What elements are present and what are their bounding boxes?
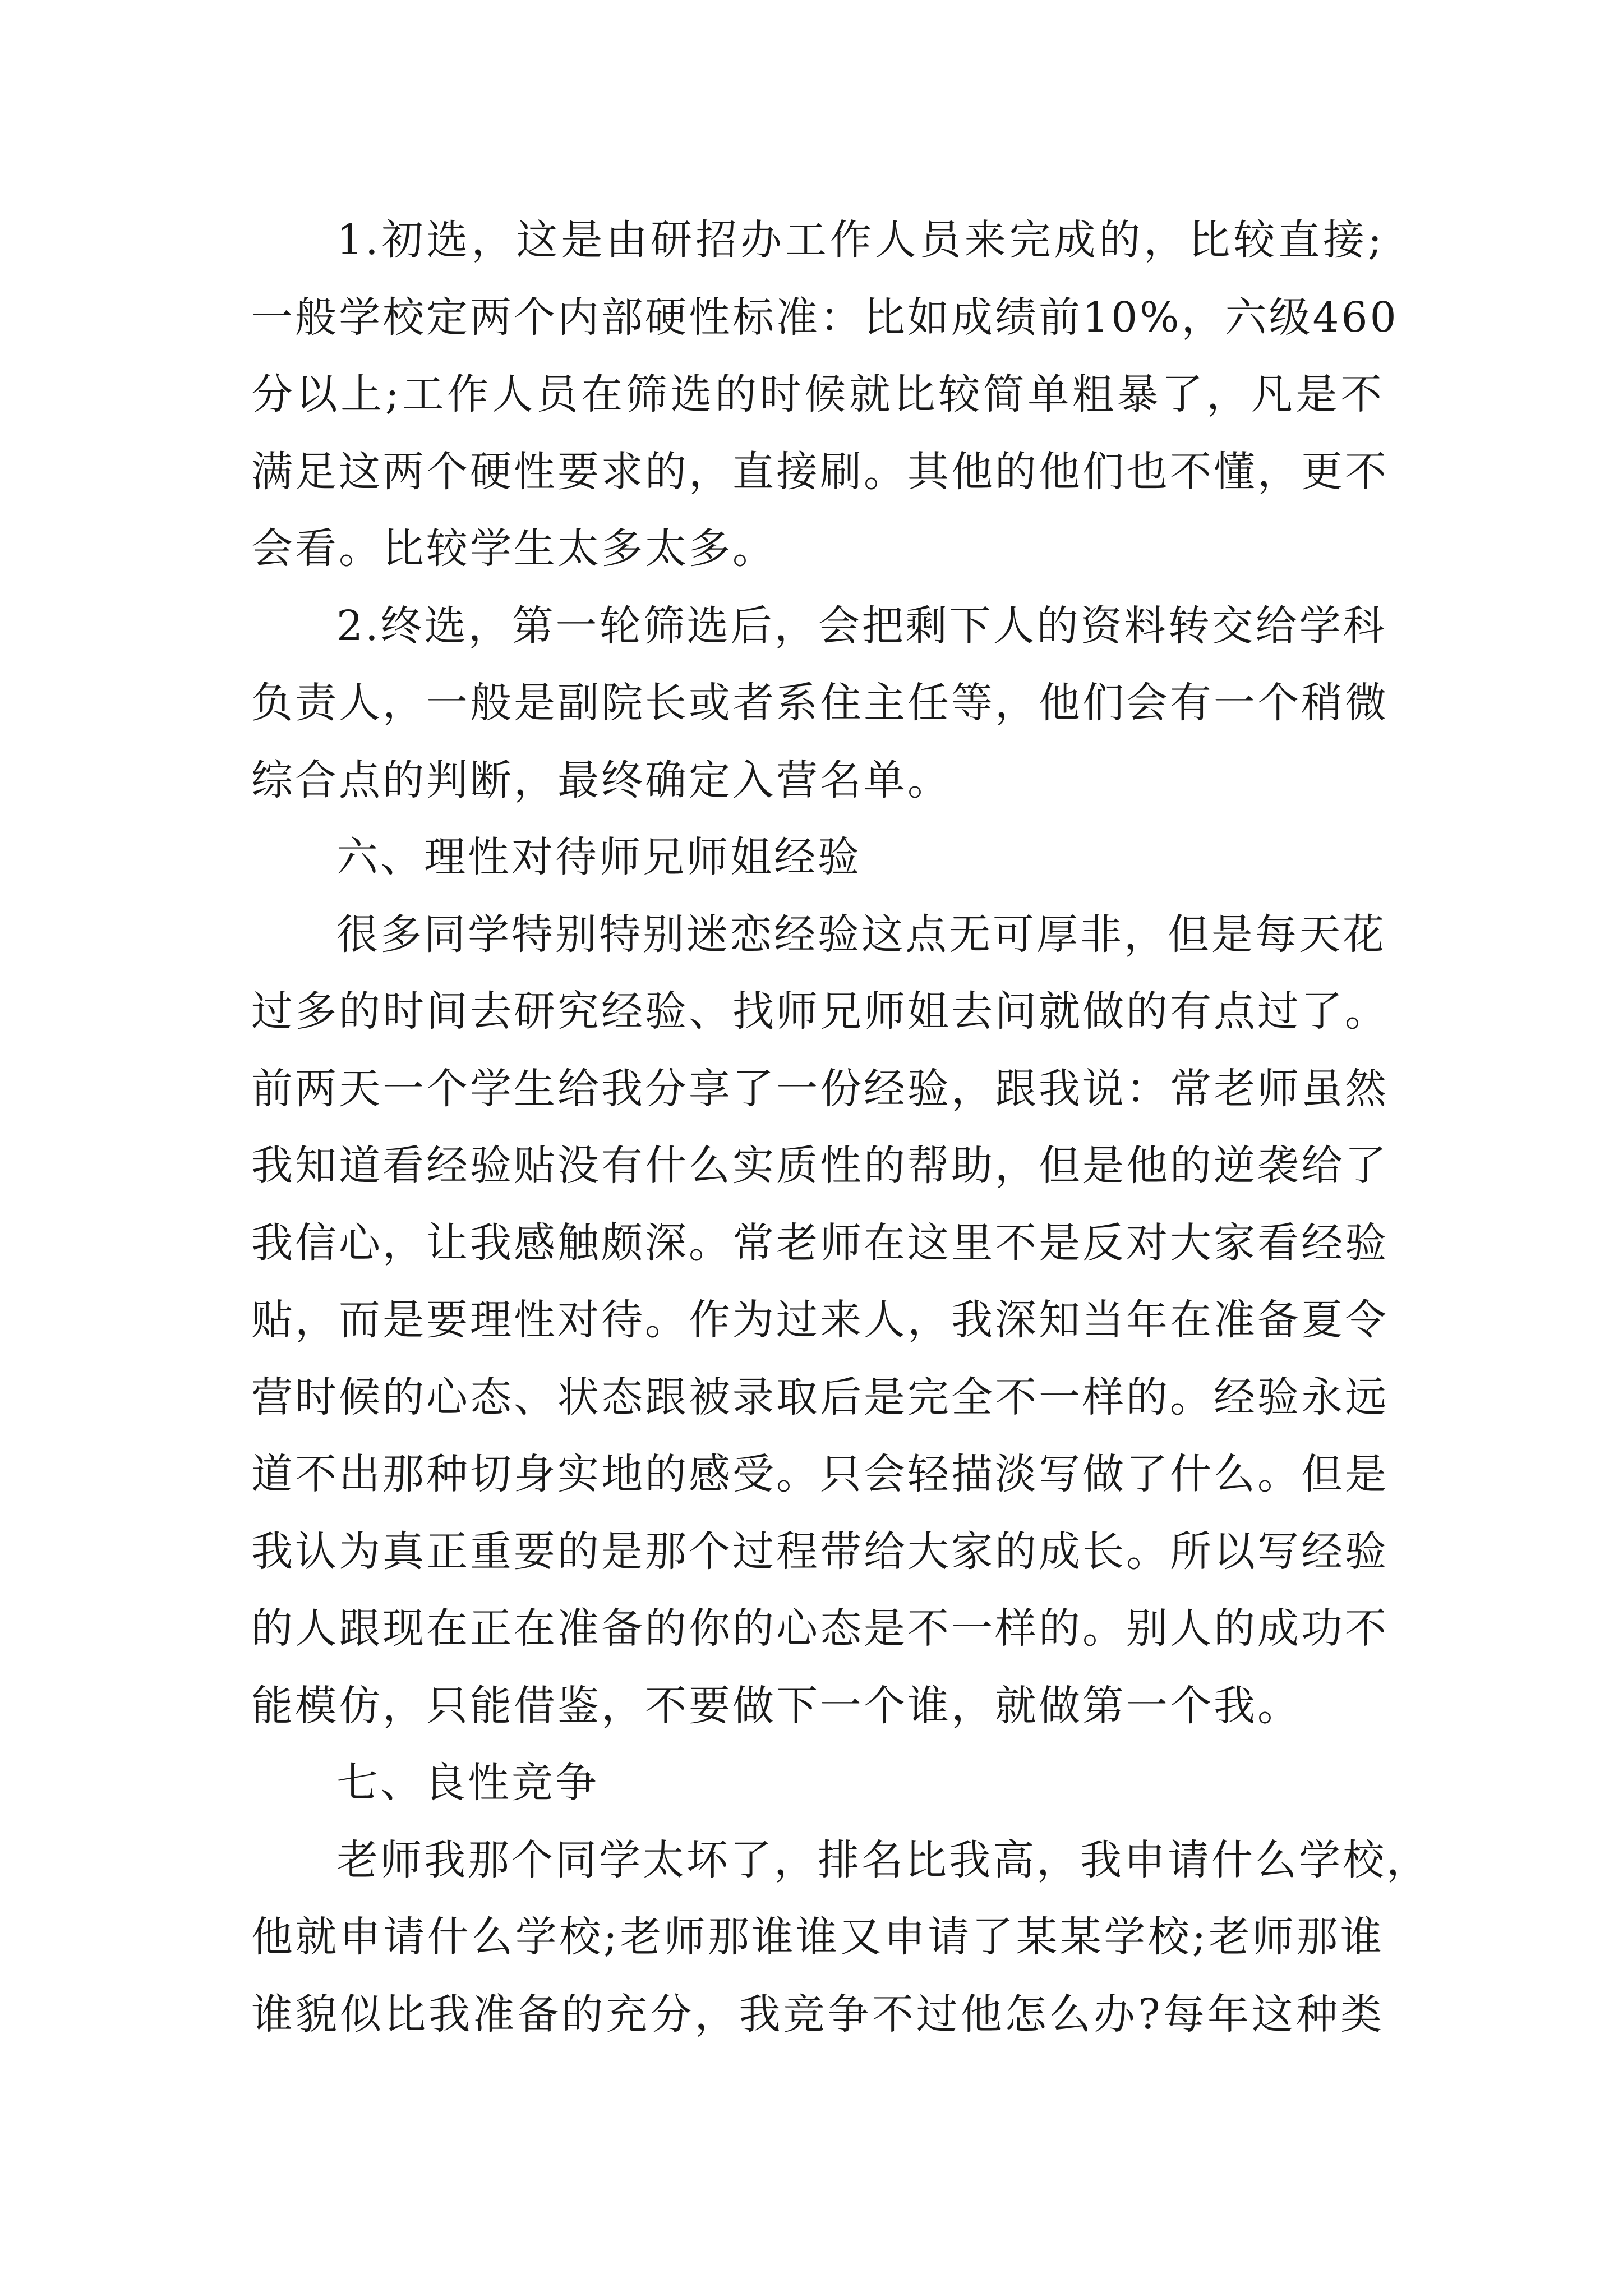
body-text xyxy=(251,202,1430,2053)
section-heading: 六、理性对待师兄师姐经验 xyxy=(336,833,861,881)
text-line: 能模仿，只能借鉴，不要做下一个谁，就做第一个我。 xyxy=(251,1681,1301,1730)
text-line: 很多同学特别特别迷恋经验这点无可厚非，但是每天花 xyxy=(336,910,1386,959)
text-line: 营时候的心态、状态跟被录取后是完全不一样的。经验永远 xyxy=(251,1373,1389,1421)
text-line: 2.终选，第一轮筛选后，会把剩下人的资料转交给学科 xyxy=(336,601,1387,650)
text-line: 我认为真正重要的是那个过程带给大家的成长。所以写经验 xyxy=(251,1527,1389,1576)
text-line: 综合点的判断，最终确定入营名单。 xyxy=(251,756,951,804)
section-heading: 七、良性竞争 xyxy=(336,1759,599,1807)
text-line: 我信心，让我感触颇深。常老师在这里不是反对大家看经验 xyxy=(251,1218,1389,1267)
text-line: 道不出那种切身实地的感受。只会轻描淡写做了什么。但是 xyxy=(251,1450,1389,1498)
text-line: 负责人，一般是副院长或者系住主任等，他们会有一个稍微 xyxy=(251,679,1389,727)
text-line: 老师我那个同学太坏了，排名比我高，我申请什么学校， xyxy=(336,1835,1430,1884)
text-line: 1.初选，这是由研招办工作人员来完成的，比较直接; xyxy=(336,216,1384,264)
text-line: 一般学校定两个内部硬性标准：比如成绩前10%，六级460 xyxy=(251,293,1399,342)
text-line: 我知道看经验贴没有什么实质性的帮助，但是他的逆袭给了 xyxy=(251,1142,1389,1190)
text-line: 谁貌似比我准备的充分，我竞争不过他怎么办?每年这种类 xyxy=(251,1990,1384,2039)
text-line: 分以上;工作人员在筛选的时候就比较简单粗暴了，凡是不 xyxy=(251,370,1384,418)
text-line: 满足这两个硬性要求的，直接刷。其他的他们也不懂，更不 xyxy=(251,447,1389,496)
text-line: 会看。比较学生太多太多。 xyxy=(251,524,776,573)
text-line: 过多的时间去研究经验、找师兄师姐去问就做的有点过了。 xyxy=(251,987,1389,1036)
text-line: 他就申请什么学校;老师那谁谁又申请了某某学校;老师那谁 xyxy=(251,1913,1384,1961)
text-line: 前两天一个学生给我分享了一份经验，跟我说：常老师虽然 xyxy=(251,1064,1389,1113)
text-line: 贴，而是要理性对待。作为过来人，我深知当年在准备夏令 xyxy=(251,1296,1389,1344)
text-line: 的人跟现在正在准备的你的心态是不一样的。别人的成功不 xyxy=(251,1604,1389,1653)
